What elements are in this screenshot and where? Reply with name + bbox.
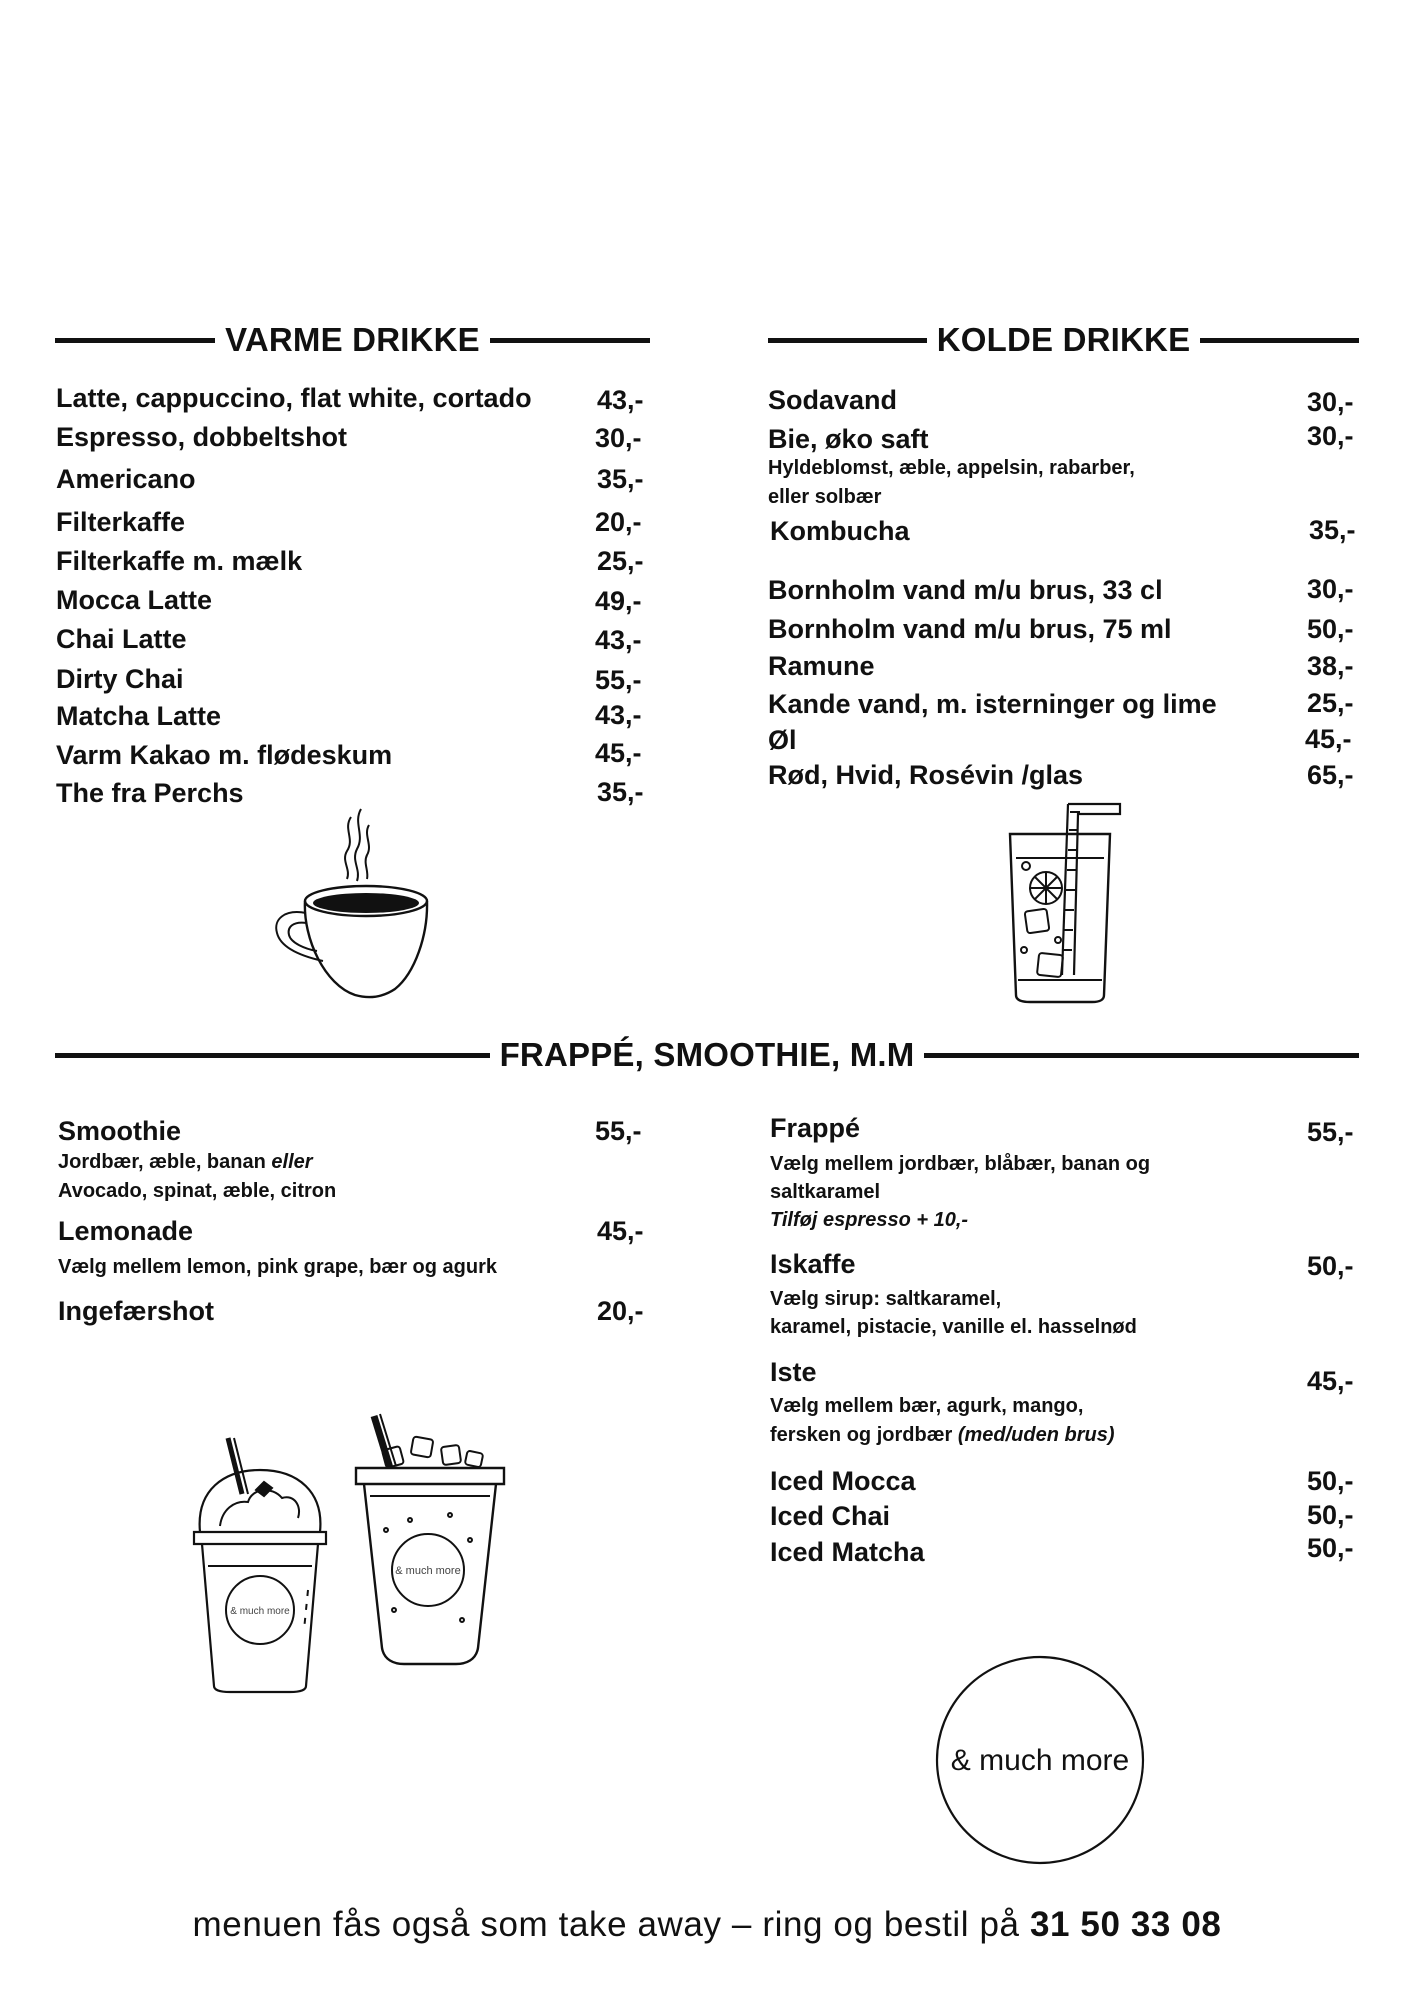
heading-rule-right xyxy=(490,338,650,343)
menu-item-description: saltkaramel xyxy=(770,1181,881,1203)
menu-item-name: Kande vand, m. isterninger og lime xyxy=(768,689,1217,719)
smoothie-desc-emphasis: eller xyxy=(271,1151,313,1173)
menu-item-name: Dirty Chai xyxy=(56,664,184,694)
menu-item-description xyxy=(58,1148,313,1177)
menu-item-price: 30,- xyxy=(595,423,642,453)
menu-item-price: 45,- xyxy=(1307,1366,1354,1396)
menu-item-price: 45,- xyxy=(597,1216,644,1246)
menu-item-price: 43,- xyxy=(595,625,642,655)
menu-item-name: Iced Mocca xyxy=(770,1466,916,1496)
iced-drink-glass-icon xyxy=(1000,800,1130,1005)
menu-item-price: 20,- xyxy=(595,507,642,537)
heading-rule-right xyxy=(924,1053,1359,1058)
menu-item-price: 38,- xyxy=(1307,651,1354,681)
cup-logo-text: & much more xyxy=(395,1565,461,1577)
menu-item-name: Bie, øko saft xyxy=(768,424,929,454)
menu-item-name: Iced Matcha xyxy=(770,1537,925,1567)
menu-item-description xyxy=(770,1421,1114,1450)
menu-item-description: Vælg sirup: saltkaramel, xyxy=(770,1288,1002,1310)
menu-item-price: 50,- xyxy=(1307,614,1354,644)
kolde-title: KOLDE DRIKKE xyxy=(936,321,1191,358)
menu-item-note xyxy=(770,1206,968,1235)
menu-item-description: Hyldeblomst, æble, appelsin, rabarber, xyxy=(768,457,1135,479)
menu-item-name: Smoothie xyxy=(58,1116,182,1146)
menu-item-price: 30,- xyxy=(1307,387,1354,417)
menu-item-price: 30,- xyxy=(1307,421,1354,451)
menu-item-price: 65,- xyxy=(1307,760,1354,790)
menu-item-price: 30,- xyxy=(1307,574,1354,604)
menu-item-name: Iste xyxy=(770,1357,817,1387)
menu-item-price: 50,- xyxy=(1307,1533,1354,1563)
menu-item-price: 50,- xyxy=(1307,1466,1354,1496)
menu-item-name: Americano xyxy=(56,464,196,494)
menu-item-name: Bornholm vand m/u brus, 75 ml xyxy=(768,614,1172,644)
menu-item-price: 20,- xyxy=(597,1296,644,1326)
menu-item-name: Filterkaffe xyxy=(56,507,186,537)
menu-item-name: Matcha Latte xyxy=(56,701,222,731)
footer-text: menuen fås også som take away – ring og bestil på xyxy=(192,1905,1030,1944)
menu-item-name: Espresso, dobbeltshot xyxy=(56,422,348,452)
menu-item-name: Varm Kakao m. flødeskum xyxy=(56,740,393,770)
menu-item-description: karamel, pistacie, vanille el. hasselnød xyxy=(770,1316,1137,1338)
coffee-cup-icon xyxy=(265,805,440,1000)
menu-item-price: 55,- xyxy=(1307,1117,1354,1147)
menu-item-name: Latte, cappuccino, flat white, cortado xyxy=(56,383,532,413)
menu-item-description: Vælg mellem bær, agurk, mango, xyxy=(770,1395,1084,1417)
menu-item-name: Bornholm vand m/u brus, 33 cl xyxy=(768,575,1163,605)
menu-item-name: Iskaffe xyxy=(770,1249,856,1279)
menu-item-name: Øl xyxy=(768,725,797,755)
heading-rule-left xyxy=(55,1053,490,1058)
iste-desc-emphasis: (med/uden brus) xyxy=(957,1424,1115,1446)
menu-item-name: Lemonade xyxy=(58,1216,194,1246)
menu-item-name: Mocca Latte xyxy=(56,585,213,615)
kolde-heading xyxy=(768,321,1359,359)
menu-item-name: Iced Chai xyxy=(770,1501,891,1531)
menu-item-price: 50,- xyxy=(1307,1500,1354,1530)
frappe-title: FRAPPÉ, SMOOTHIE, M.M xyxy=(499,1036,915,1073)
iste-desc-text: fersken og jordbær xyxy=(770,1424,958,1446)
menu-item-name: Kombucha xyxy=(770,516,910,546)
frappe-heading xyxy=(55,1036,1359,1074)
footer-takeaway-note xyxy=(0,1905,1414,1945)
varme-title: VARME DRIKKE xyxy=(225,321,480,358)
menu-item-price: 25,- xyxy=(597,546,644,576)
brand-logo xyxy=(934,1654,1146,1866)
smoothie-desc-text: Jordbær, æble, banan xyxy=(58,1151,272,1173)
menu-item-price: 25,- xyxy=(1307,688,1354,718)
menu-item-price: 50,- xyxy=(1307,1251,1354,1281)
menu-item-price: 49,- xyxy=(595,586,642,616)
heading-rule-left xyxy=(55,338,215,343)
menu-item-price: 55,- xyxy=(595,665,642,695)
menu-item-name: Frappé xyxy=(770,1113,861,1143)
menu-item-description: Vælg mellem jordbær, blåbær, banan og xyxy=(770,1153,1151,1175)
menu-item-name: Ramune xyxy=(768,651,875,681)
iced-coffee-cup-icon xyxy=(350,1410,510,1675)
heading-rule-right xyxy=(1200,338,1359,343)
menu-item-price: 35,- xyxy=(597,777,644,807)
menu-item-price: 55,- xyxy=(595,1116,642,1146)
menu-item-price: 35,- xyxy=(597,464,644,494)
menu-item-description: Avocado, spinat, æble, citron xyxy=(58,1180,337,1202)
menu-item-name: The fra Perchs xyxy=(56,778,244,808)
heading-rule-left xyxy=(768,338,927,343)
menu-item-price: 35,- xyxy=(1309,515,1356,545)
varme-heading xyxy=(55,321,650,359)
frappe-note: Tilføj espresso + 10,- xyxy=(770,1209,969,1231)
menu-item-name: Filterkaffe m. mælk xyxy=(56,546,303,576)
menu-item-description: Vælg mellem lemon, pink grape, bær og agurk xyxy=(58,1256,497,1278)
menu-item-price: 45,- xyxy=(595,738,642,768)
footer-phone-number[interactable]: 31 50 33 08 xyxy=(1029,1905,1222,1944)
menu-item-name: Ingefærshot xyxy=(58,1296,215,1326)
cup-logo-text: & much more xyxy=(230,1606,290,1617)
menu-item-name: Chai Latte xyxy=(56,624,187,654)
menu-item-description: eller solbær xyxy=(768,486,882,508)
logo-text: & much more xyxy=(950,1744,1130,1777)
frappe-cup-icon xyxy=(190,1430,330,1695)
menu-item-price: 45,- xyxy=(1305,724,1352,754)
menu-item-name: Rød, Hvid, Rosévin /glas xyxy=(768,760,1084,790)
menu-item-price: 43,- xyxy=(597,385,644,415)
menu-item-price: 43,- xyxy=(595,700,642,730)
menu-item-name: Sodavand xyxy=(768,385,898,415)
